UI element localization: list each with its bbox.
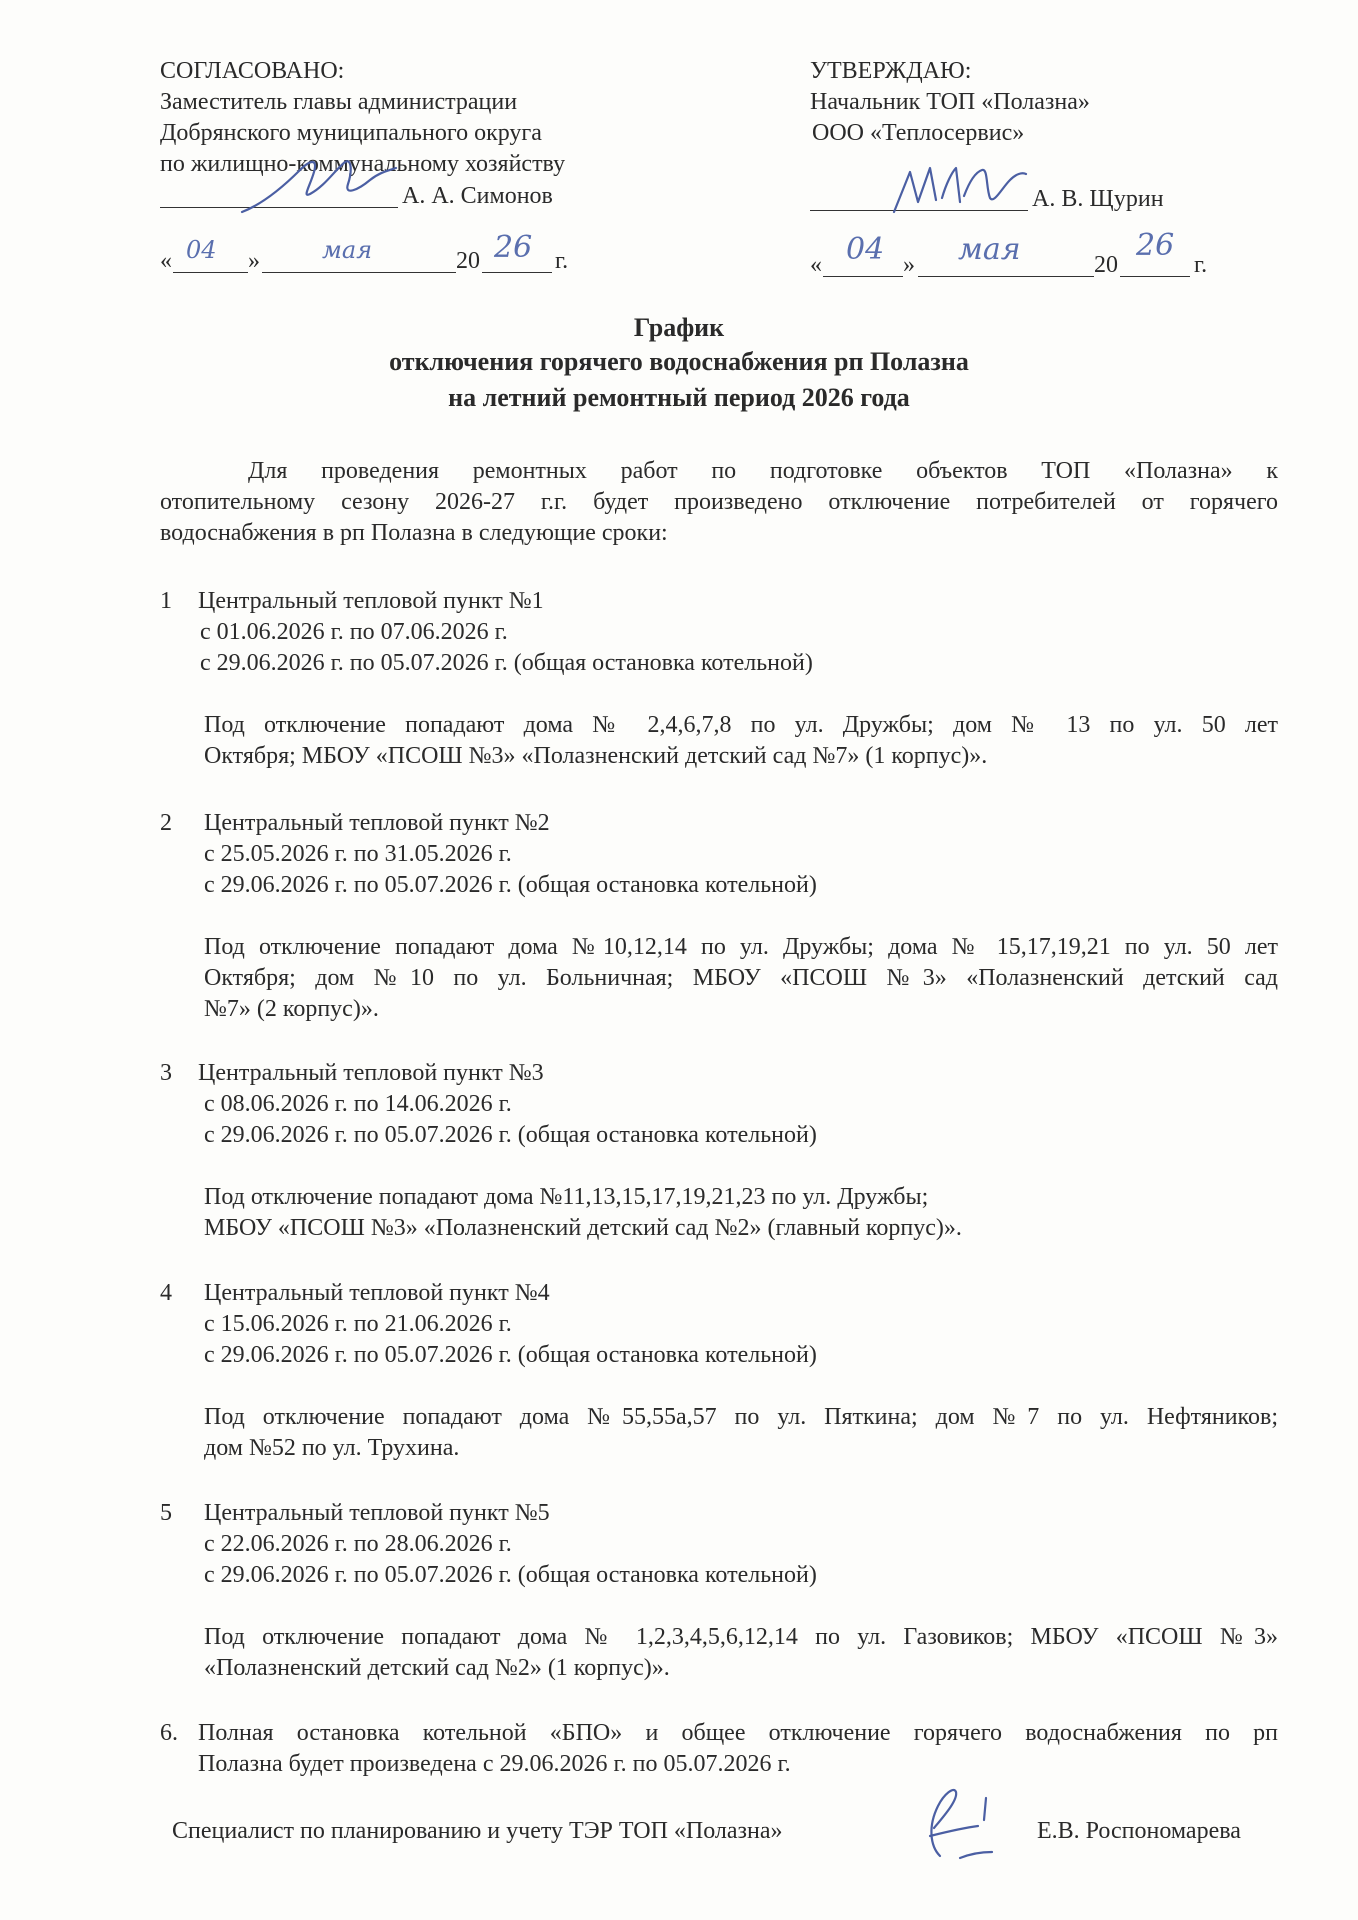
item-period: с 15.06.2026 г. по 21.06.2026 г. <box>204 1311 512 1337</box>
item-description: Под отключение попадают дома №11,13,15,17,19,21,23 по ул. Дружбы; <box>204 1184 929 1210</box>
item-number: 4 <box>160 1280 172 1306</box>
item-description: Октября; дом №10 по ул. Больничная; МБОУ «ПСОШ №3» «Полазненский детский сад <box>204 965 1278 991</box>
date-day-line <box>823 276 903 277</box>
item-period: с 29.06.2026 г. по 05.07.2026 г. (общая остановка котельной) <box>204 1562 817 1588</box>
approval-left-date-open: « <box>160 248 172 274</box>
approval-right-date-day: 04 <box>846 232 885 267</box>
document-subtitle: на летний ремонтный период 2026 года <box>448 383 910 412</box>
item-description: Под отключение попадают дома №55,55а,57 по ул. Пяткина; дом №7 по ул. Нефтяников; <box>204 1404 1278 1430</box>
item-name: Центральный тепловой пункт №2 <box>204 810 550 836</box>
item-description: №7» (2 корпус)». <box>204 996 379 1022</box>
item-description: «Полазненский детский сад №2» (1 корпус)». <box>204 1655 670 1681</box>
date-day-line <box>173 272 248 273</box>
item-description: Под отключение попадают дома № 2,4,6,7,8 по ул. Дружбы; дом № 13 по ул. 50 лет <box>204 712 1278 738</box>
signature-left <box>240 150 400 220</box>
item-description: Под отключение попадают дома №10,12,14 по ул. Дружбы; дома № 15,17,19,21 по ул. 50 лет <box>204 934 1278 960</box>
approval-left-date-mid: » <box>248 248 260 274</box>
approval-right-date-year-prefix: 20 <box>1094 252 1118 278</box>
approval-right-signer: А. В. Щурин <box>1032 186 1164 212</box>
approval-left-signer: А. А. Симонов <box>402 183 553 209</box>
item-number: 1 <box>160 588 172 614</box>
item-description: дом №52 по ул. Трухина. <box>204 1435 460 1461</box>
intro-line: Для проведения ремонтных работ по подготовке объектов ТОП «Полазна» к <box>248 458 1278 484</box>
date-year-line <box>1120 276 1190 277</box>
approval-left-line: по жилищно-коммунальному хозяйству <box>160 151 566 177</box>
document-subtitle: отключения горячего водоснабжения рп Полазна <box>389 347 969 376</box>
item-description: Под отключение попадают дома № 1,2,3,4,5,6,12,14 по ул. Газовиков; МБОУ «ПСОШ №3» <box>204 1624 1278 1650</box>
approval-left-date-day: 04 <box>186 236 217 264</box>
item-period: с 25.05.2026 г. по 31.05.2026 г. <box>204 841 512 867</box>
approval-right-line: Начальник ТОП «Полазна» <box>810 89 1090 115</box>
item-description: Октября; МБОУ «ПСОШ №3» «Полазненский детский сад №7» (1 корпус)». <box>204 743 988 769</box>
date-month-line <box>918 276 1094 277</box>
approval-left-line: Заместитель главы администрации <box>160 89 518 115</box>
item-period: с 22.06.2026 г. по 28.06.2026 г. <box>204 1531 512 1557</box>
item-period: с 01.06.2026 г. по 07.06.2026 г. <box>200 619 508 645</box>
approval-left-date-month: мая <box>322 236 373 264</box>
approval-right-date-open: « <box>810 252 822 278</box>
intro-line: водоснабжения в рп Полазна в следующие сроки: <box>160 520 668 546</box>
item-name: Центральный тепловой пункт №4 <box>204 1280 550 1306</box>
date-month-line <box>262 272 456 273</box>
date-year-line <box>482 272 552 273</box>
approval-right-date-mid: » <box>903 252 915 278</box>
item-name: Центральный тепловой пункт №5 <box>204 1500 550 1526</box>
signature-footer <box>900 1776 1010 1866</box>
footer-position: Специалист по планированию и учету ТЭР ТОП «Полазна» <box>172 1818 783 1844</box>
item-period: с 29.06.2026 г. по 05.07.2026 г. (общая остановка котельной) <box>204 1342 817 1368</box>
footer-name: Е.В. Роспономарева <box>1037 1818 1241 1844</box>
approval-right-date-year: 26 <box>1136 228 1175 263</box>
item-period: с 29.06.2026 г. по 05.07.2026 г. (общая остановка котельной) <box>204 872 817 898</box>
intro-line: отопительному сезону 2026-27 г.г. будет произведено отключение потребителей от горячего <box>160 489 1278 515</box>
signature-right <box>890 158 1030 218</box>
approval-left-line: Добрянского муниципального округа <box>160 120 542 146</box>
approval-right-heading: УТВЕРЖДАЮ: <box>810 58 972 84</box>
approval-right-date-end: г. <box>1194 252 1208 278</box>
item-number: 6. <box>160 1720 178 1746</box>
approval-left-date-end: г. <box>555 248 569 274</box>
item-period: с 08.06.2026 г. по 14.06.2026 г. <box>204 1091 512 1117</box>
approval-right-date-month: мая <box>958 232 1021 267</box>
approval-left-date-year-prefix: 20 <box>456 248 480 274</box>
approval-left-heading: СОГЛАСОВАНО: <box>160 58 345 84</box>
item-number: 2 <box>160 810 172 836</box>
item-period: с 29.06.2026 г. по 05.07.2026 г. (общая остановка котельной) <box>204 1122 817 1148</box>
item-period: с 29.06.2026 г. по 05.07.2026 г. (общая остановка котельной) <box>200 650 813 676</box>
final-item-line: Полная остановка котельной «БПО» и общее отключение горячего водоснабжения по рп <box>198 1720 1278 1746</box>
item-name: Центральный тепловой пункт №3 <box>198 1060 544 1086</box>
item-number: 3 <box>160 1060 172 1086</box>
item-number: 5 <box>160 1500 172 1526</box>
item-description: МБОУ «ПСОШ №3» «Полазненский детский сад №2» (главный корпус)». <box>204 1215 962 1241</box>
document-title: График <box>633 313 725 342</box>
final-item-line: Полазна будет произведена с 29.06.2026 г. по 05.07.2026 г. <box>198 1751 791 1777</box>
approval-right-line: ООО «Теплосервис» <box>812 120 1025 146</box>
item-name: Центральный тепловой пункт №1 <box>198 588 544 614</box>
approval-left-date-year: 26 <box>494 230 533 265</box>
